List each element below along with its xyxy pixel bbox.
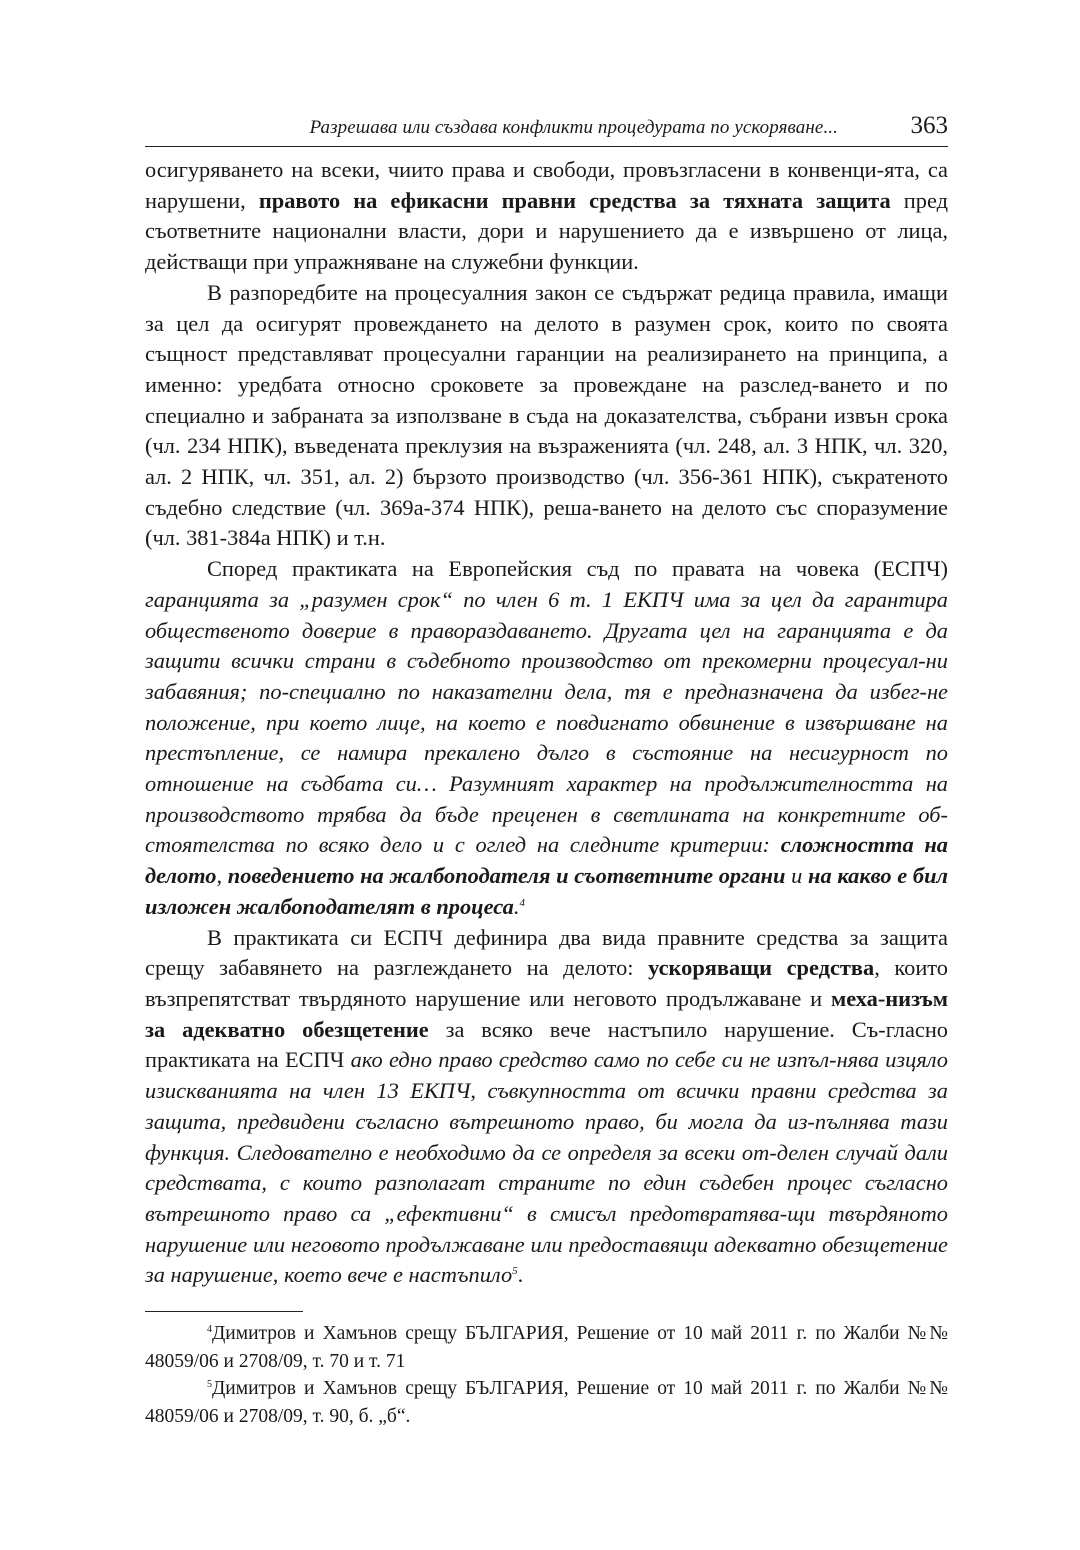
footnote-divider — [145, 1311, 303, 1312]
criterion-bold: сложността на делото — [145, 832, 949, 889]
quotation-italic: гаранцията за „разумен срок“ по член 6 т. 1 ЕКПЧ има за цел да гарантира общественото доверие в правораздаването. Другата цел на гаранцията е да защити всички страни в съдебното производство от прекомерни процесуал-ни забавяния; по-специално по наказателни дела, тя е предназначена да избег-не положение, при което лице, на което е повдигнато обвинение в извършване на престъпление, се намира прекалено дълго в състояние на несигурност по отношение на съдбата си… Разумният характер на продължителността на производството трябва да бъде преценен в светлината на конкретните об-стоятелства по всяко дело и с оглед на следните критерии: сложността на делото, поведението на жалбоподателя и съответните органи и на какво е бил изложен жалбоподателят в процеса.$^4$ — [145, 586, 949, 919]
criterion-bold: на какво е бил изложен жалбоподателят в процеса — [145, 863, 949, 919]
paragraph-2: В разпоредбите на процесуалния закон се съдържат редица правила, имащи за цел да осигурят провеждането на делото в разумен срок, които по своята същност представляват процесуални гаранции на реализирането на принципа, а именно: уредбата относно сроковете за провеждане на разслед-ването и по специално и забраната за използване в съда на доказателства, събрани извън срока (чл. 234 НПК), въведената преклузия на възраженията (чл. 248, ал. 3 НПК, чл. 320, ал. 2 НПК, чл. 351, ал. 2) бързото производство (чл. 356-361 НПК), съкратеното съдебно следствие (чл. 369а-374 НПК), реша-ването на делото със споразумение (чл. 381-384а НПК) и т.н. — [145, 279, 948, 551]
emphasis-bold: правото на ефикасни правни средства за тяхната защита — [258, 187, 891, 213]
emphasis-bold: ускоряващи средства — [648, 955, 875, 981]
footnote-marker: 4 — [207, 1324, 212, 1335]
running-header — [145, 112, 948, 147]
footnote-4 — [145, 1320, 948, 1375]
footnote-text: Димитров и Хамънов срещу БЪЛГАРИЯ, Решение от 10 май 2011 г. по Жалби №№ 48059/06 и 2708/09, т. 70 и т. 71 — [145, 1323, 948, 1372]
body-text — [145, 155, 948, 1291]
paragraph-1: осигуряването на всеки, чиито права и свободи, провъзгласени в конвенци-ята, са нарушени, правото на ефикасни правни средства за тяхната защита пред съответните национални власти, дори и нарушението да е извършено от лица, действащи при упражняване на служебни функции. — [145, 157, 948, 275]
footnote-ref-4[interactable]: 4 — [519, 896, 525, 909]
footnote-ref-5[interactable]: 5 — [512, 1265, 518, 1278]
paragraph-4: В практиката си ЕСПЧ дефинира два вида правните средства за защита срещу забавянето на разглеждането на делото: ускоряващи средства, които възпрепятстват твърдяното нарушение или неговото продължаване и меха-низъм за адекватно обезщетение за всяко вече настъпило нарушение. Съ-гласно практиката на ЕСПЧ ако едно право средство само по себе си не изпъл-нява изцяло изискванията на член 13 ЕКПЧ, съвкупността от всички правни средства за защита, предвидени съгласно вътрешното право, би могла да из-пълнява тази функция. Следователно е необходимо да се определя за всеки от-делен случай дали средствата, с които разполагат страните по един съдебен процес съгласно вътрешното право са „ефективни“ в смисъл предотвратява-щи твърдяното нарушение или неговото продължаване или предоставящи адекватно обезщетение за нарушение, което вече е настъпило$^5$. — [145, 924, 948, 1288]
paragraph-3: Според практиката на Европейския съд по правата на човека (ЕСПЧ) гаранцията за „разумен срок“ по член 6 т. 1 ЕКПЧ има за цел да гарантира общественото доверие в правораздаването. Другата цел на гаранцията е да защити всички страни в съдебното производство от прекомерни процесуал-ни забавяния; по-специално по наказателни дела, тя е предназначена да избег-не положение, при което лице, на което е повдигнато обвинение в извършване на престъпление, се намира прекалено дълго в състояние на несигурност по отношение на съдбата си… Разумният характер на продължителността на производството трябва да бъде преценен в светлината на конкретните об-стоятелства по всяко дело и с оглед на следните критерии: сложността на делото, поведението на жалбоподателя и съответните органи и на какво е бил изложен жалбоподателят в процеса.$^4$ — [145, 556, 949, 919]
criterion-bold: поведението на жалбоподателя и съответните органи — [227, 863, 786, 889]
footnote-marker: 5 — [207, 1379, 212, 1390]
footnote-5 — [145, 1375, 948, 1430]
footnotes — [145, 1320, 948, 1430]
page-number: 363 — [910, 112, 948, 139]
emphasis-bold: меха-низъм за адекватно обезщетение — [145, 985, 948, 1042]
quotation-italic: ако едно право средство само по себе си не изпъл-нява изцяло изискванията на член 13 ЕКПЧ, съвкупността от всички правни средства за защита, предвидени съгласно вътрешното право, би могла да из-пълнява тази функция. Следователно е необходимо да се определя за всеки от-делен случай дали средствата, с които разполагат страните по един съдебен процес съгласно вътрешното право са „ефективни“ в смисъл предотвратява-щи твърдяното нарушение или неговото продължаване или предоставящи адекватно обезщетение за нарушение, което вече е настъпило — [145, 1047, 948, 1288]
footnote-text: Димитров и Хамънов срещу БЪЛГАРИЯ, Решение от 10 май 2011 г. по Жалби №№ 48059/06 и 2708/09, т. 90, б. „б“. — [145, 1378, 948, 1427]
running-title: Разрешава или създава конфликти процедурата по ускоряване... — [309, 117, 838, 138]
